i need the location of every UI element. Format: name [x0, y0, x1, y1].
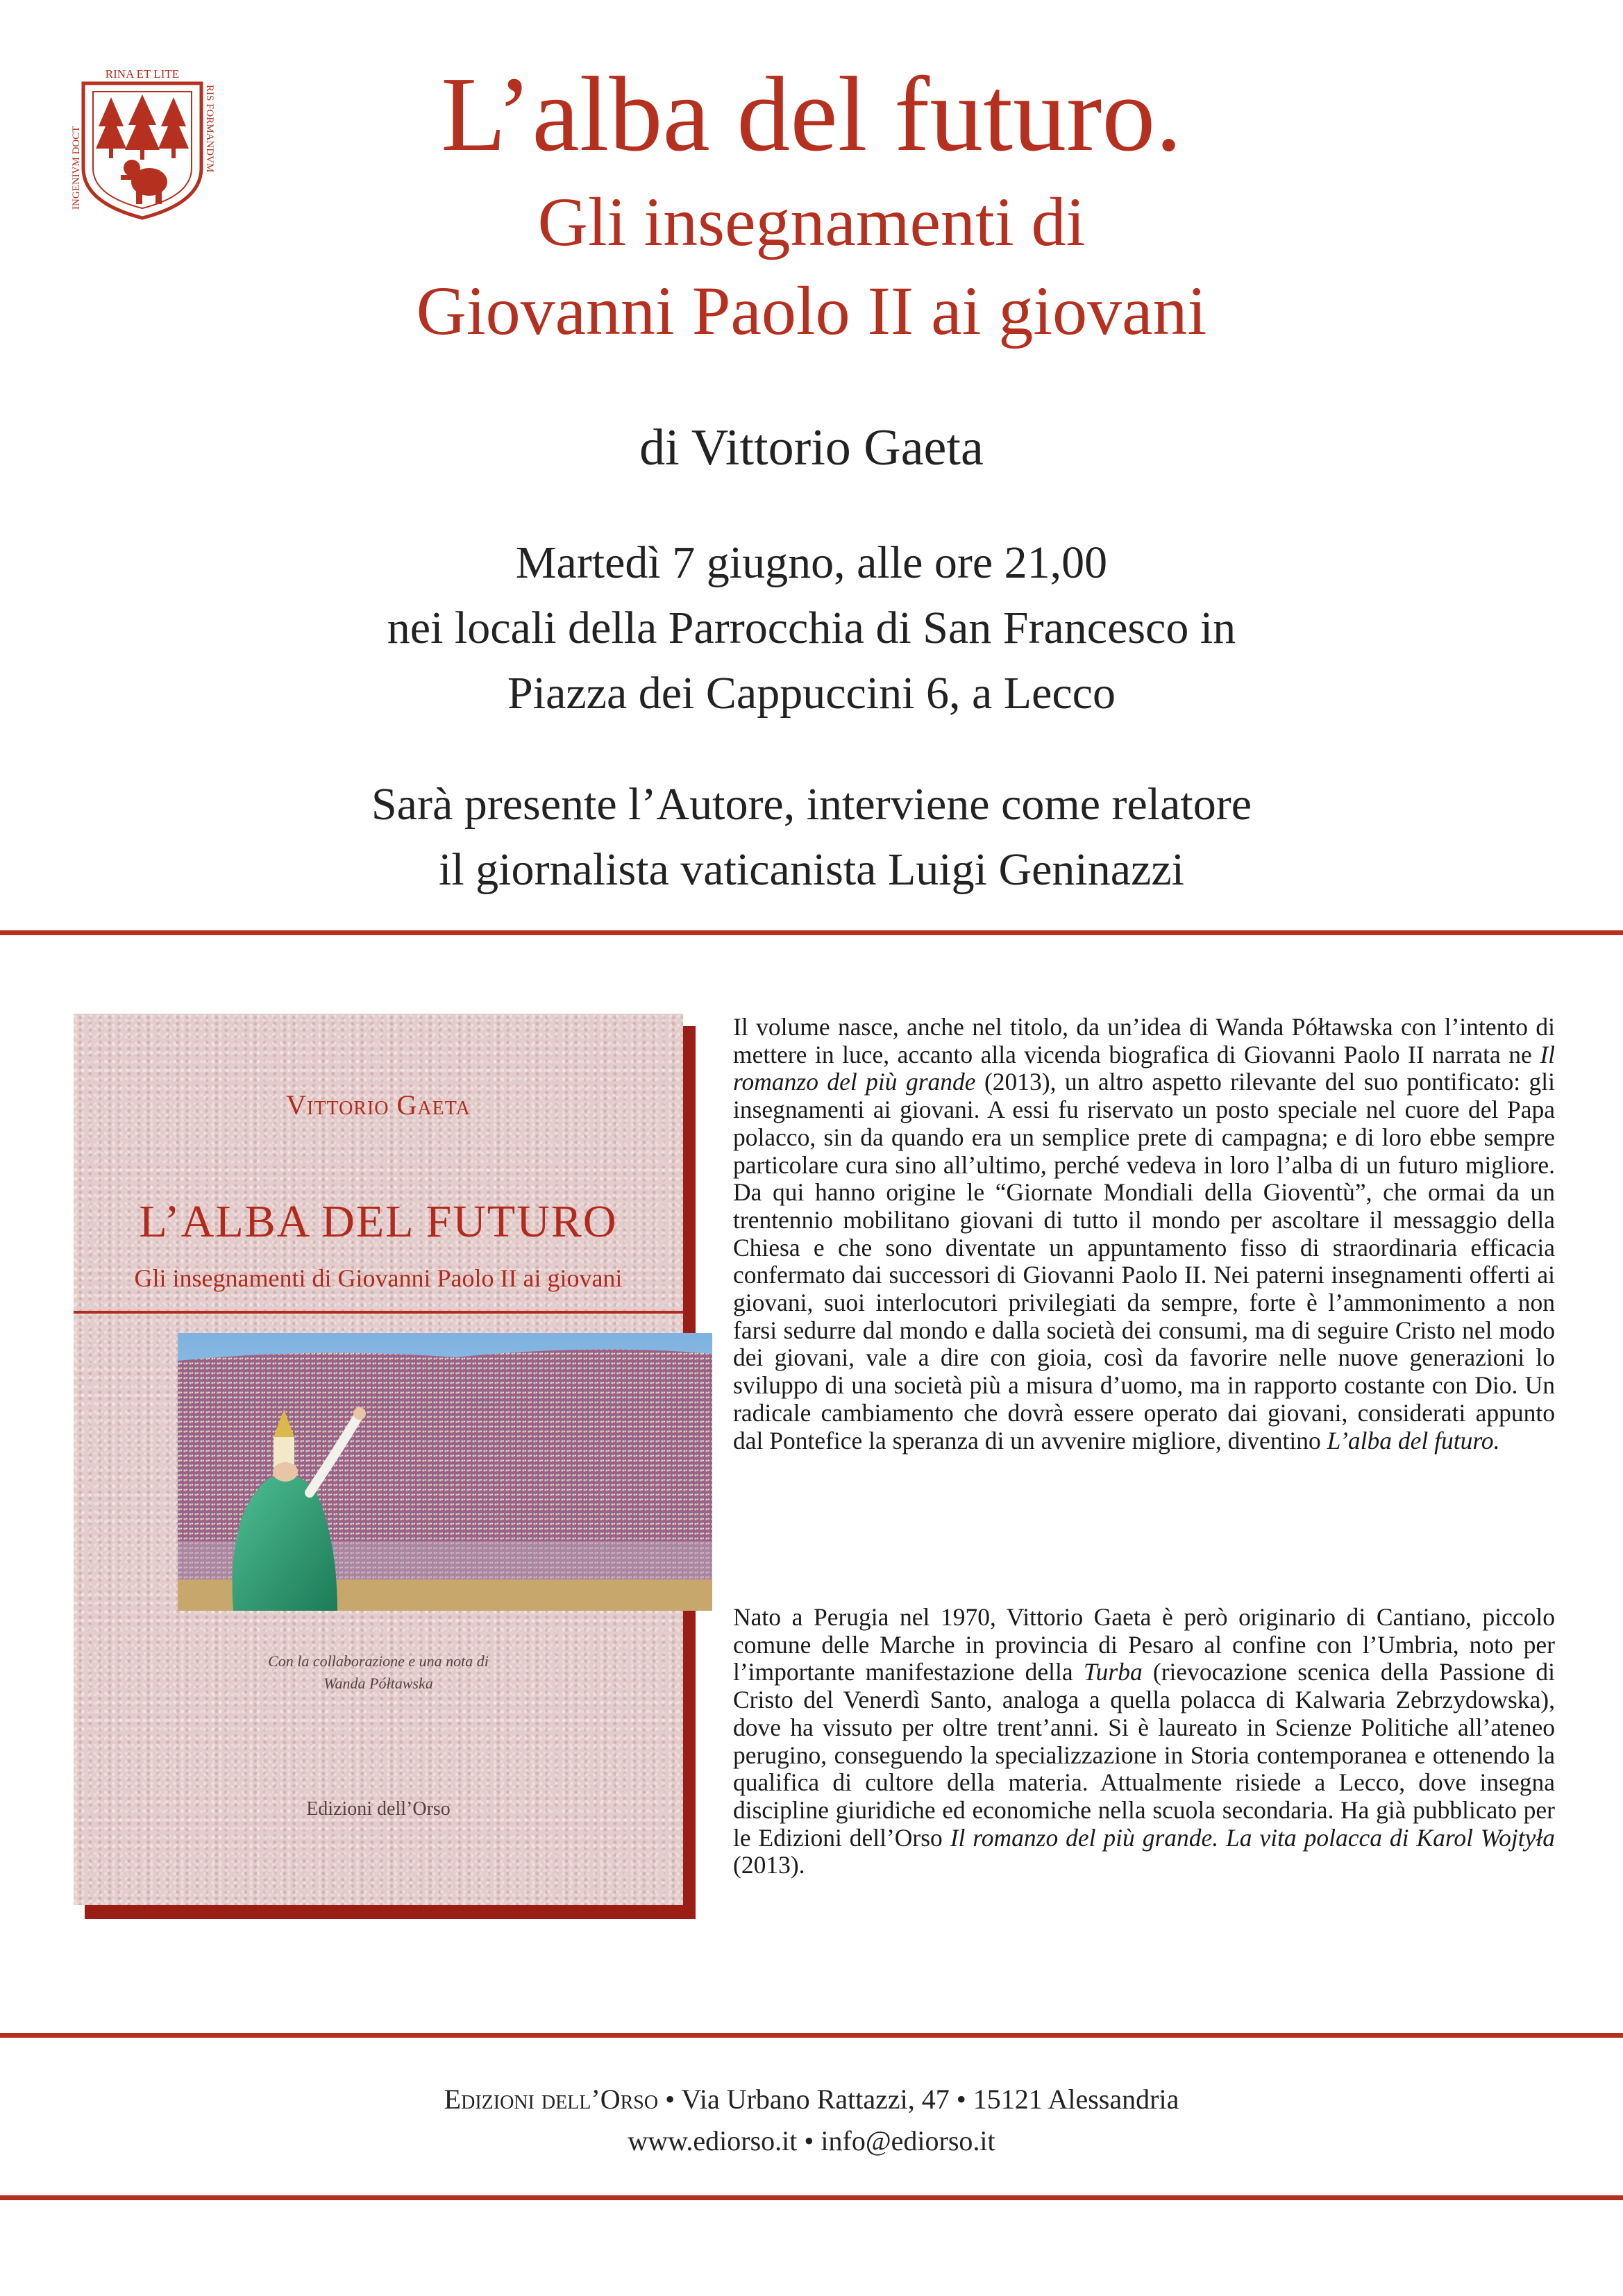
- book-title-ref: L’alba del futuro.: [1327, 1426, 1500, 1455]
- cover-title: L’ALBA DEL FUTURO: [139, 1196, 618, 1247]
- cover-publisher: Edizioni dell’Orso: [306, 1798, 451, 1820]
- page-subtitle-line1: Gli insegnamenti di: [537, 183, 1086, 260]
- event-speakers-line2: il giornalista vaticanista Luigi Geninazzi: [439, 844, 1184, 895]
- footer-publisher: Edizioni dell’Orso: [444, 2084, 659, 2115]
- cover-author: Vittorio Gaeta: [286, 1089, 471, 1121]
- author-biography: Nato a Perugia nel 1970, Vittorio Gaeta è però originario di Cantiano, piccolo comune delle Marche in provincia di Pesaro al confine con l’Umbria, noto per l’importante manifestazione della Turba (rievocazione scenica della Passione di Cristo del Venerdì Santo, analoga a quella polacca di Kalwaria Zebrzydowska), dove ha vissuto per oltre trent’anni. Si è laureato in Scienze Politiche all’ateneo perugino, conseguendo la specializzazione in Storia contemporanea e ottenendo la qualifica di cultore della materia. Attualmente risiede a Lecco, dove insegna discipline giuridiche ed economiche nella scuola secondaria. Ha già pubblicato per le Edizioni dell’Orso Il romanzo del più grande. La vita polacca di Karol Wojtyła (2013).: [733, 1603, 1555, 1879]
- cover-divider: [74, 1311, 683, 1314]
- author-line: di Vittorio Gaeta: [639, 419, 984, 476]
- book-description: Il volume nasce, anche nel titolo, da un’idea di Wanda Półtawska con l’intento di mettere in luce, accanto alla vicenda biografica di Giovanni Paolo II narrata ne Il romanzo del più grande (2013), un altro aspetto rilevante del suo pontificato: gli insegnamenti ai giovani. A essi fu riservato un posto speciale nel cuore del Papa polacco, sin da quando era un semplice prete di campagna; e di loro ebbe sempre particolare cura sino all’ultimo, perché vedeva in loro l’alba di un futuro migliore. Da qui hanno origine le “Giornate Mondiali della Gioventù”, che ormai da un trentennio mobilitano giovani di tutto il mondo per ascoltare il messaggio della Chiesa e che sono diventate un appuntamento fisso di straordinaria efficacia confermato dai successori di Giovanni Paolo II. Nei paterni insegnamenti offerti ai giovani, suoi interlocutori privilegiati da sempre, forte è l’ammonimento a non farsi sedurre dal mondo e dalla società dei consumi, ma di seguire Cristo nel modo dei giovani, vale a dire con gioia, così da favorire nelle nuove generazioni lo sviluppo di una società più a misura d’uomo, ma in rapporto costante con Dio. Un radicale cambiamento che dovrà essere operato dai giovani, considerati appunto dal Pontefice la speranza di un avvenire migliore, diventino L’alba del futuro.: [733, 1013, 1555, 1455]
- event-venue: nei locali della Parrocchia di San Francesco in: [387, 603, 1236, 653]
- divider-middle: [0, 2033, 1623, 2038]
- event-speakers-line1: Sarà presente l’Autore, interviene come relatore: [371, 779, 1252, 830]
- cover-photo: [178, 1333, 712, 1611]
- logo-motto-left: INGENIVM DOCT: [71, 126, 82, 210]
- cover-subtitle: Gli insegnamenti di Giovanni Paolo II ai giovani: [134, 1264, 623, 1292]
- event-address: Piazza dei Cappuccini 6, a Lecco: [507, 668, 1116, 719]
- book-title-ref: Il romanzo del più grande. La vita polacca di Karol Wojtyła: [950, 1823, 1555, 1852]
- page-subtitle-line2: Giovanni Paolo II ai giovani: [416, 272, 1207, 349]
- book-title-ref: Il romanzo del più grande: [733, 1040, 1555, 1096]
- page-title: L’alba del futuro.: [441, 56, 1182, 174]
- event-date: Martedì 7 giugno, alle ore 21,00: [515, 537, 1108, 588]
- divider-top: [0, 930, 1623, 935]
- book-cover: [74, 1014, 683, 1905]
- cover-credit-line1: Con la collaborazione e una nota di: [268, 1652, 489, 1670]
- footer-contacts: www.ediorso.it • info@ediorso.it: [628, 2125, 995, 2156]
- divider-bottom: [0, 2195, 1623, 2200]
- event-name-ref: Turba: [1083, 1658, 1143, 1686]
- footer-email-link[interactable]: info@ediorso.it: [821, 2125, 995, 2156]
- footer-address: Edizioni dell’Orso • Via Urbano Rattazzi, 47 • 15121 Alessandria: [444, 2084, 1179, 2115]
- logo-motto-right: RIS FORMANDVM: [204, 85, 215, 173]
- footer-website-link[interactable]: www.ediorso.it: [628, 2125, 798, 2156]
- logo-motto-top: RINA ET LITE: [105, 67, 180, 81]
- cover-credit-line2: Wanda Półtawska: [323, 1675, 433, 1692]
